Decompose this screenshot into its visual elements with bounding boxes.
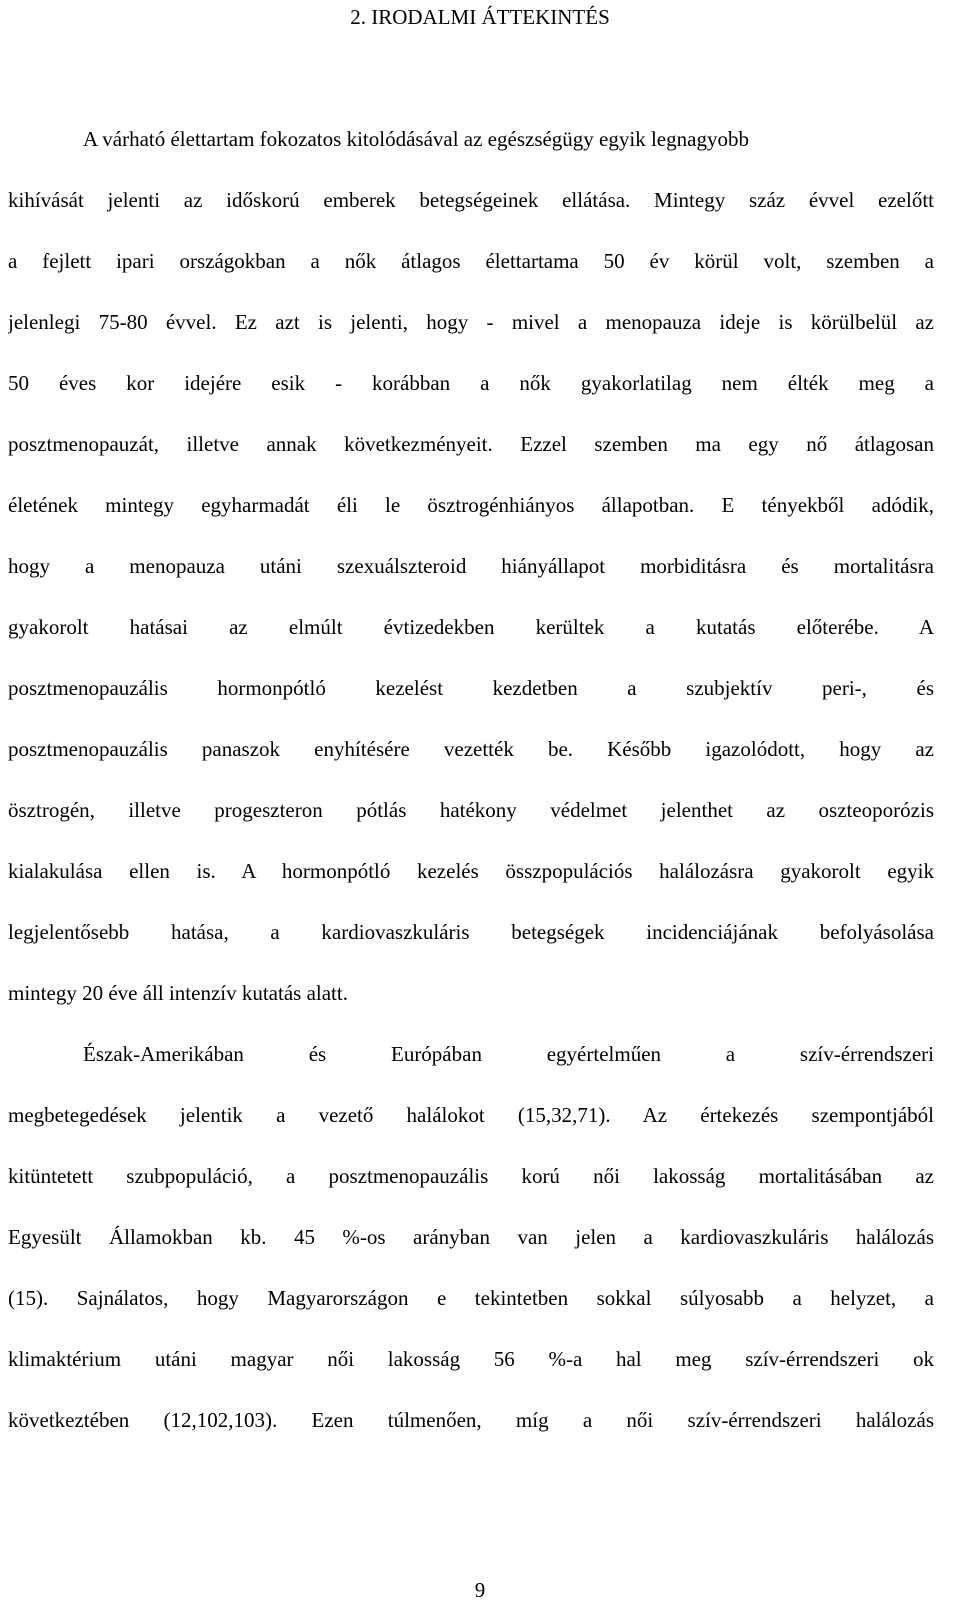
text-line: posztmenopauzális hormonpótló kezelést kezdetben a szubjektív peri-, és (8, 676, 934, 700)
text-line: a fejlett ipari országokban a nők átlagos élettartama 50 év körül volt, szemben a (8, 249, 934, 273)
text-line: gyakorolt hatásai az elmúlt évtizedekben kerültek a kutatás előterébe. A (8, 615, 934, 639)
body-text (8, 124, 934, 1466)
text-line: következtében (12,102,103). Ezen túlmenően, míg a női szív-érrendszeri halálozás (8, 1408, 934, 1432)
text-line: A várható élettartam fokozatos kitolódásával az egészségügy egyik legnagyobb (83, 127, 749, 151)
text-line: kihívását jelenti az időskorú emberek betegségeinek ellátása. Mintegy száz évvel ezelőtt (8, 188, 934, 212)
text-line: 50 éves kor idejére esik - korábban a nők gyakorlatilag nem élték meg a (8, 371, 934, 395)
text-line: legjelentősebb hatása, a kardiovaszkuláris betegségek incidenciájának befolyásolása (8, 920, 934, 944)
text-line: (15). Sajnálatos, hogy Magyarországon e tekintetben sokkal súlyosabb a helyzet, a (8, 1286, 934, 1310)
text-line: klimaktérium utáni magyar női lakosság 56 %-a hal meg szív-érrendszeri ok (8, 1347, 934, 1371)
text-line: hogy a menopauza utáni szexuálszteroid hiányállapot morbiditásra és mortalitásra (8, 554, 934, 578)
text-line: kitüntetett szubpopuláció, a posztmenopauzális korú női lakosság mortalitásában az (8, 1164, 934, 1188)
text-line: Észak-Amerikában és Európában egyértelműen a szív-érrendszeri (83, 1042, 934, 1066)
text-line: posztmenopauzális panaszok enyhítésére vezették be. Később igazolódott, hogy az (8, 737, 934, 761)
text-line: posztmenopauzát, illetve annak következményeit. Ezzel szemben ma egy nő átlagosan (8, 432, 934, 456)
text-line: mintegy 20 éve áll intenzív kutatás alatt. (8, 981, 348, 1005)
text-line: életének mintegy egyharmadát éli le ösztrogénhiányos állapotban. E tényekből adódik, (8, 493, 934, 517)
section-heading: 2. IRODALMI ÁTTEKINTÉS (350, 5, 610, 29)
text-line: kialakulása ellen is. A hormonpótló kezelés összpopulációs halálozásra gyakorolt egyik (8, 859, 934, 883)
page-number: 9 (474, 1578, 486, 1602)
text-line: ösztrogén, illetve progeszteron pótlás hatékony védelmet jelenthet az oszteoporózis (8, 798, 934, 822)
text-line: jelenlegi 75-80 évvel. Ez azt is jelenti, hogy - mivel a menopauza ideje is körülbelül az (8, 310, 934, 334)
text-line: megbetegedések jelentik a vezető halálokot (15,32,71). Az értekezés szempontjából (8, 1103, 934, 1127)
text-line: Egyesült Államokban kb. 45 %-os arányban van jelen a kardiovaszkuláris halálozás (8, 1225, 934, 1249)
